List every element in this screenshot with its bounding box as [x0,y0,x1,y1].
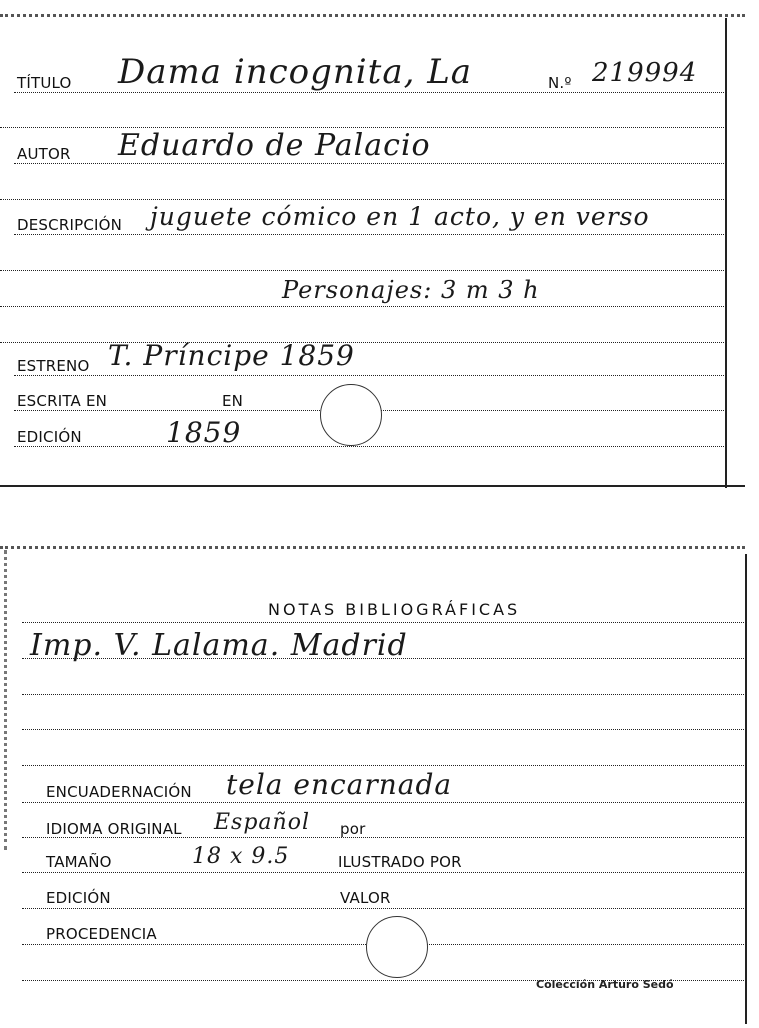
rule [14,92,726,93]
idioma-value: Español [214,810,310,835]
edicion-label: EDICIÓN [46,889,111,907]
numero-value: 219994 [592,58,698,88]
card-right-border [725,18,727,488]
descripcion-value: juguete cómico en 1 acto, y en verso [150,202,650,231]
valor-label: VALOR [340,889,391,907]
encuadernacion-value: tela encarnada [226,768,453,801]
notas-heading: NOTAS BIBLIOGRÁFICAS [268,600,521,619]
scan-edge-left [4,550,7,850]
numero-label: N.º [548,74,572,92]
scan-edge-top [0,14,745,17]
autor-value: Eduardo de Palacio [118,128,431,163]
edicion-value: 1859 [166,416,242,449]
punch-hole [320,384,382,446]
rule [22,729,746,730]
bottom-card [0,540,759,1028]
tamano-label: TAMAÑO [46,853,112,871]
descripcion-label: DESCRIPCIÓN [17,216,123,234]
estreno-value: T. Príncipe 1859 [108,339,355,372]
card-bottom-border [0,485,745,487]
scan-edge-top [0,546,745,549]
rule [22,802,746,803]
en-label: EN [222,392,244,410]
rule [22,765,746,766]
idioma-label: IDIOMA ORIGINAL [46,820,182,838]
rule [22,622,746,623]
tamano-value: 18 x 9.5 [192,844,290,869]
rule [14,163,726,164]
rule [14,446,726,447]
rule [22,908,746,909]
rule [14,234,726,235]
rule [0,306,726,307]
estreno-label: ESTRENO [17,357,90,375]
titulo-label: TÍTULO [17,74,72,92]
rule [0,199,726,200]
personajes-value: Personajes: 3 m 3 h [282,276,540,304]
autor-label: AUTOR [17,145,71,163]
escrita-en-label: ESCRITA EN [17,392,108,410]
rule [0,270,726,271]
top-card [0,0,759,495]
punch-hole [366,916,428,978]
procedencia-label: PROCEDENCIA [46,925,157,943]
encuadernacion-label: ENCUADERNACIÓN [46,783,192,801]
ilustrado-label: ILUSTRADO POR [338,853,462,871]
notas-value: Imp. V. Lalama. Madrid [30,628,408,663]
edicion-label: EDICIÓN [17,428,82,446]
rule [14,375,726,376]
card-right-border [745,554,747,1024]
por-label: por [340,820,366,838]
titulo-value: Dama incognita, La [118,52,473,92]
collection-credit: Colección Arturo Sedó [536,978,674,991]
rule [22,872,746,873]
rule [22,694,746,695]
